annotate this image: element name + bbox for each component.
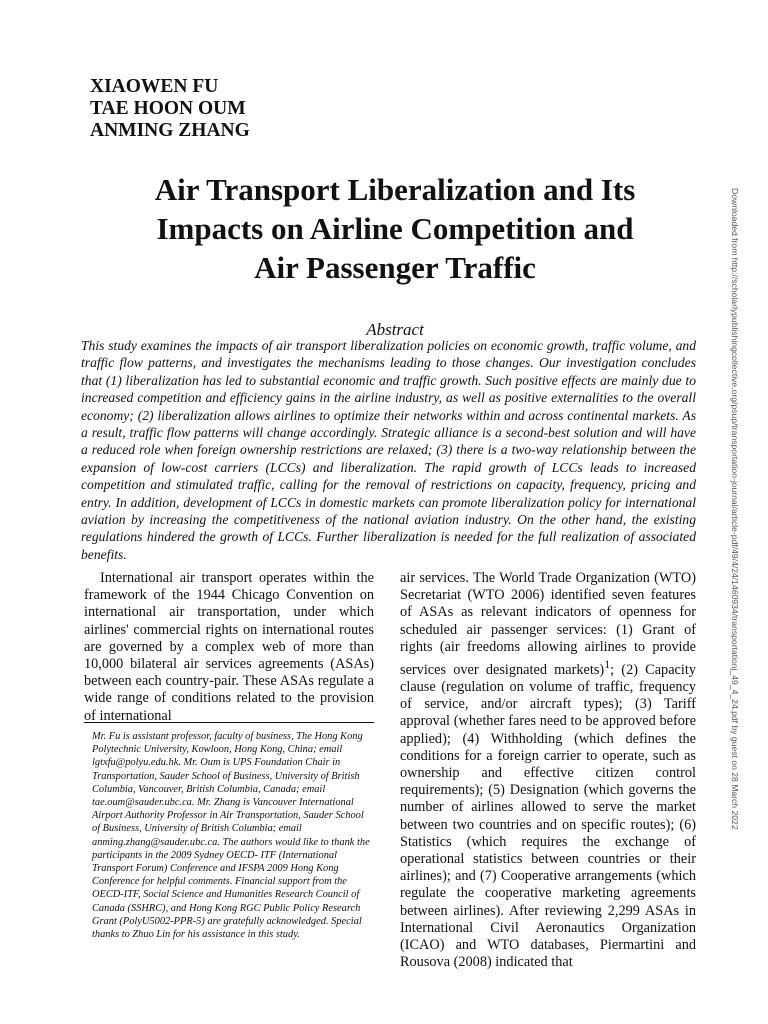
author-name: XIAOWEN FU	[90, 76, 219, 97]
title-line: Impacts on Airline Competition and	[156, 211, 634, 246]
footnote-divider	[84, 722, 374, 723]
download-watermark	[728, 188, 742, 1008]
body-text: ; (2) Capacity clause (regulation on volume of traffic, frequency of service, and/or aircraft types); (3) Tariff approval (whether fares need to be approved before applied); (4) Withholding (which defines the conditions for a foreign carrier to operate, such as ownership and effective citizen control requirements); (5) Designation (which governs the number of airlines allowed to serve the market between two countries and on specific routes); (6) Statistics (which requires the exchange of operational statistics between countries or their airlines); and (7) Cooperative arrangements (which regulate the cooperative marketing agreements between airlines). After reviewing 2,299 ASAs in International Civil Aeronautics Organization (ICAO) and WTO databases, Piermartini and Rousova (2008) indicated that	[400, 661, 696, 971]
author-name: ANMING ZHANG	[90, 120, 250, 141]
body-column-left	[84, 570, 374, 725]
abstract-heading: Abstract	[366, 320, 424, 339]
body-paragraph	[400, 570, 696, 971]
footnote-marker[interactable]: 1	[604, 657, 611, 672]
author-footnote: Mr. Fu is assistant professor, faculty of business, The Hong Kong Polytechnic University, Kowloon, Hong Kong, China; email lgtxfu@polyu.edu.hk. Mr. Oum is UPS Foundation Chair in Transportation, Sauder School of Business, University of British Columbia, Vancouver, British Columbia, Canada; email tae.oum@sauder.ubc.ca. Mr. Zhang is Vancouver International Airport Authority Professor in Air Transportation, Sauder School of Business, University of British Columbia; email anming.zhang@sauder.ubc.ca. The authors would like to thank the participants in the 2009 Sydney OECD- ITF (International Transport Forum) Conference and IFSPA 2009 Hong Kong Conference for helpful comments. Financial support from the OECD-ITF, Social Science and Humanities Research Council of Canada (SSHRC), and Hong Kong RGC Public Policy Research Grant (PolyU5002-PPR-5) are gratefully acknowledged. Special thanks to Zhuo Lin for his assistance in this study.	[92, 731, 370, 941]
body-text: air services. The World Trade Organization (WTO) Secretariat (WTO 2006) identified seven features of ASAs as relevant indicators of openness for scheduled air passenger services: (1) Grant of rights (air freedoms allowing airlines to provide services over designated markets)	[400, 570, 696, 678]
paper-title	[80, 170, 710, 287]
title-line: Air Passenger Traffic	[254, 250, 536, 285]
body-column-right	[400, 570, 696, 971]
body-paragraph: International air transport operates within the framework of the 1944 Chicago Convention on international air transportation, under which airlines' commercial rights on international routes are governed by a complex web of more than 10,000 bilateral air services agreements (ASAs) between each country-pair. These ASAs regulate a wide range of conditions related to the provision of international	[84, 570, 374, 724]
author-list	[90, 76, 250, 142]
download-notice: Downloaded from http://scholarlypublishingcollective.org/psup/transportation-journal/article-pdf/49/4/24/1460934/transportationj_49_4_24.pdf by guest on 28 March 2022	[730, 188, 740, 830]
author-name: TAE HOON OUM	[90, 98, 246, 119]
title-line: Air Transport Liberalization and Its	[154, 172, 636, 207]
abstract-text: This study examines the impacts of air transport liberalization policies on economic growth, traffic volume, and traffic flow patterns, and investigates the mechanisms leading to those changes. Our investigation concludes that (1) liberalization has led to substantial economic and traffic growth. Such positive effects are mainly due to increased competition and efficiency gains in the airline industry, as well as positive externalities to the overall economy; (2) liberalization allows airlines to optimize their networks within and across continental markets. As a result, traffic flow patterns will change accordingly. Strategic alliance is a second-best solution and will have a reduced role when foreign ownership restrictions are relaxed; (3) there is a two-way relationship between the expansion of low-cost carriers (LCCs) and liberalization. The rapid growth of LCCs leads to increased competition and stimulated traffic, calling for the removal of restrictions on capacity, frequency, pricing and entry. In addition, development of LCCs in domestic markets can promote liberalization policy for international aviation by increasing the competitiveness of the national aviation industry. On the other hand, the existing regulations hindered the growth of LCCs. Further liberalization is needed for the full realization of associated benefits.	[81, 338, 696, 562]
